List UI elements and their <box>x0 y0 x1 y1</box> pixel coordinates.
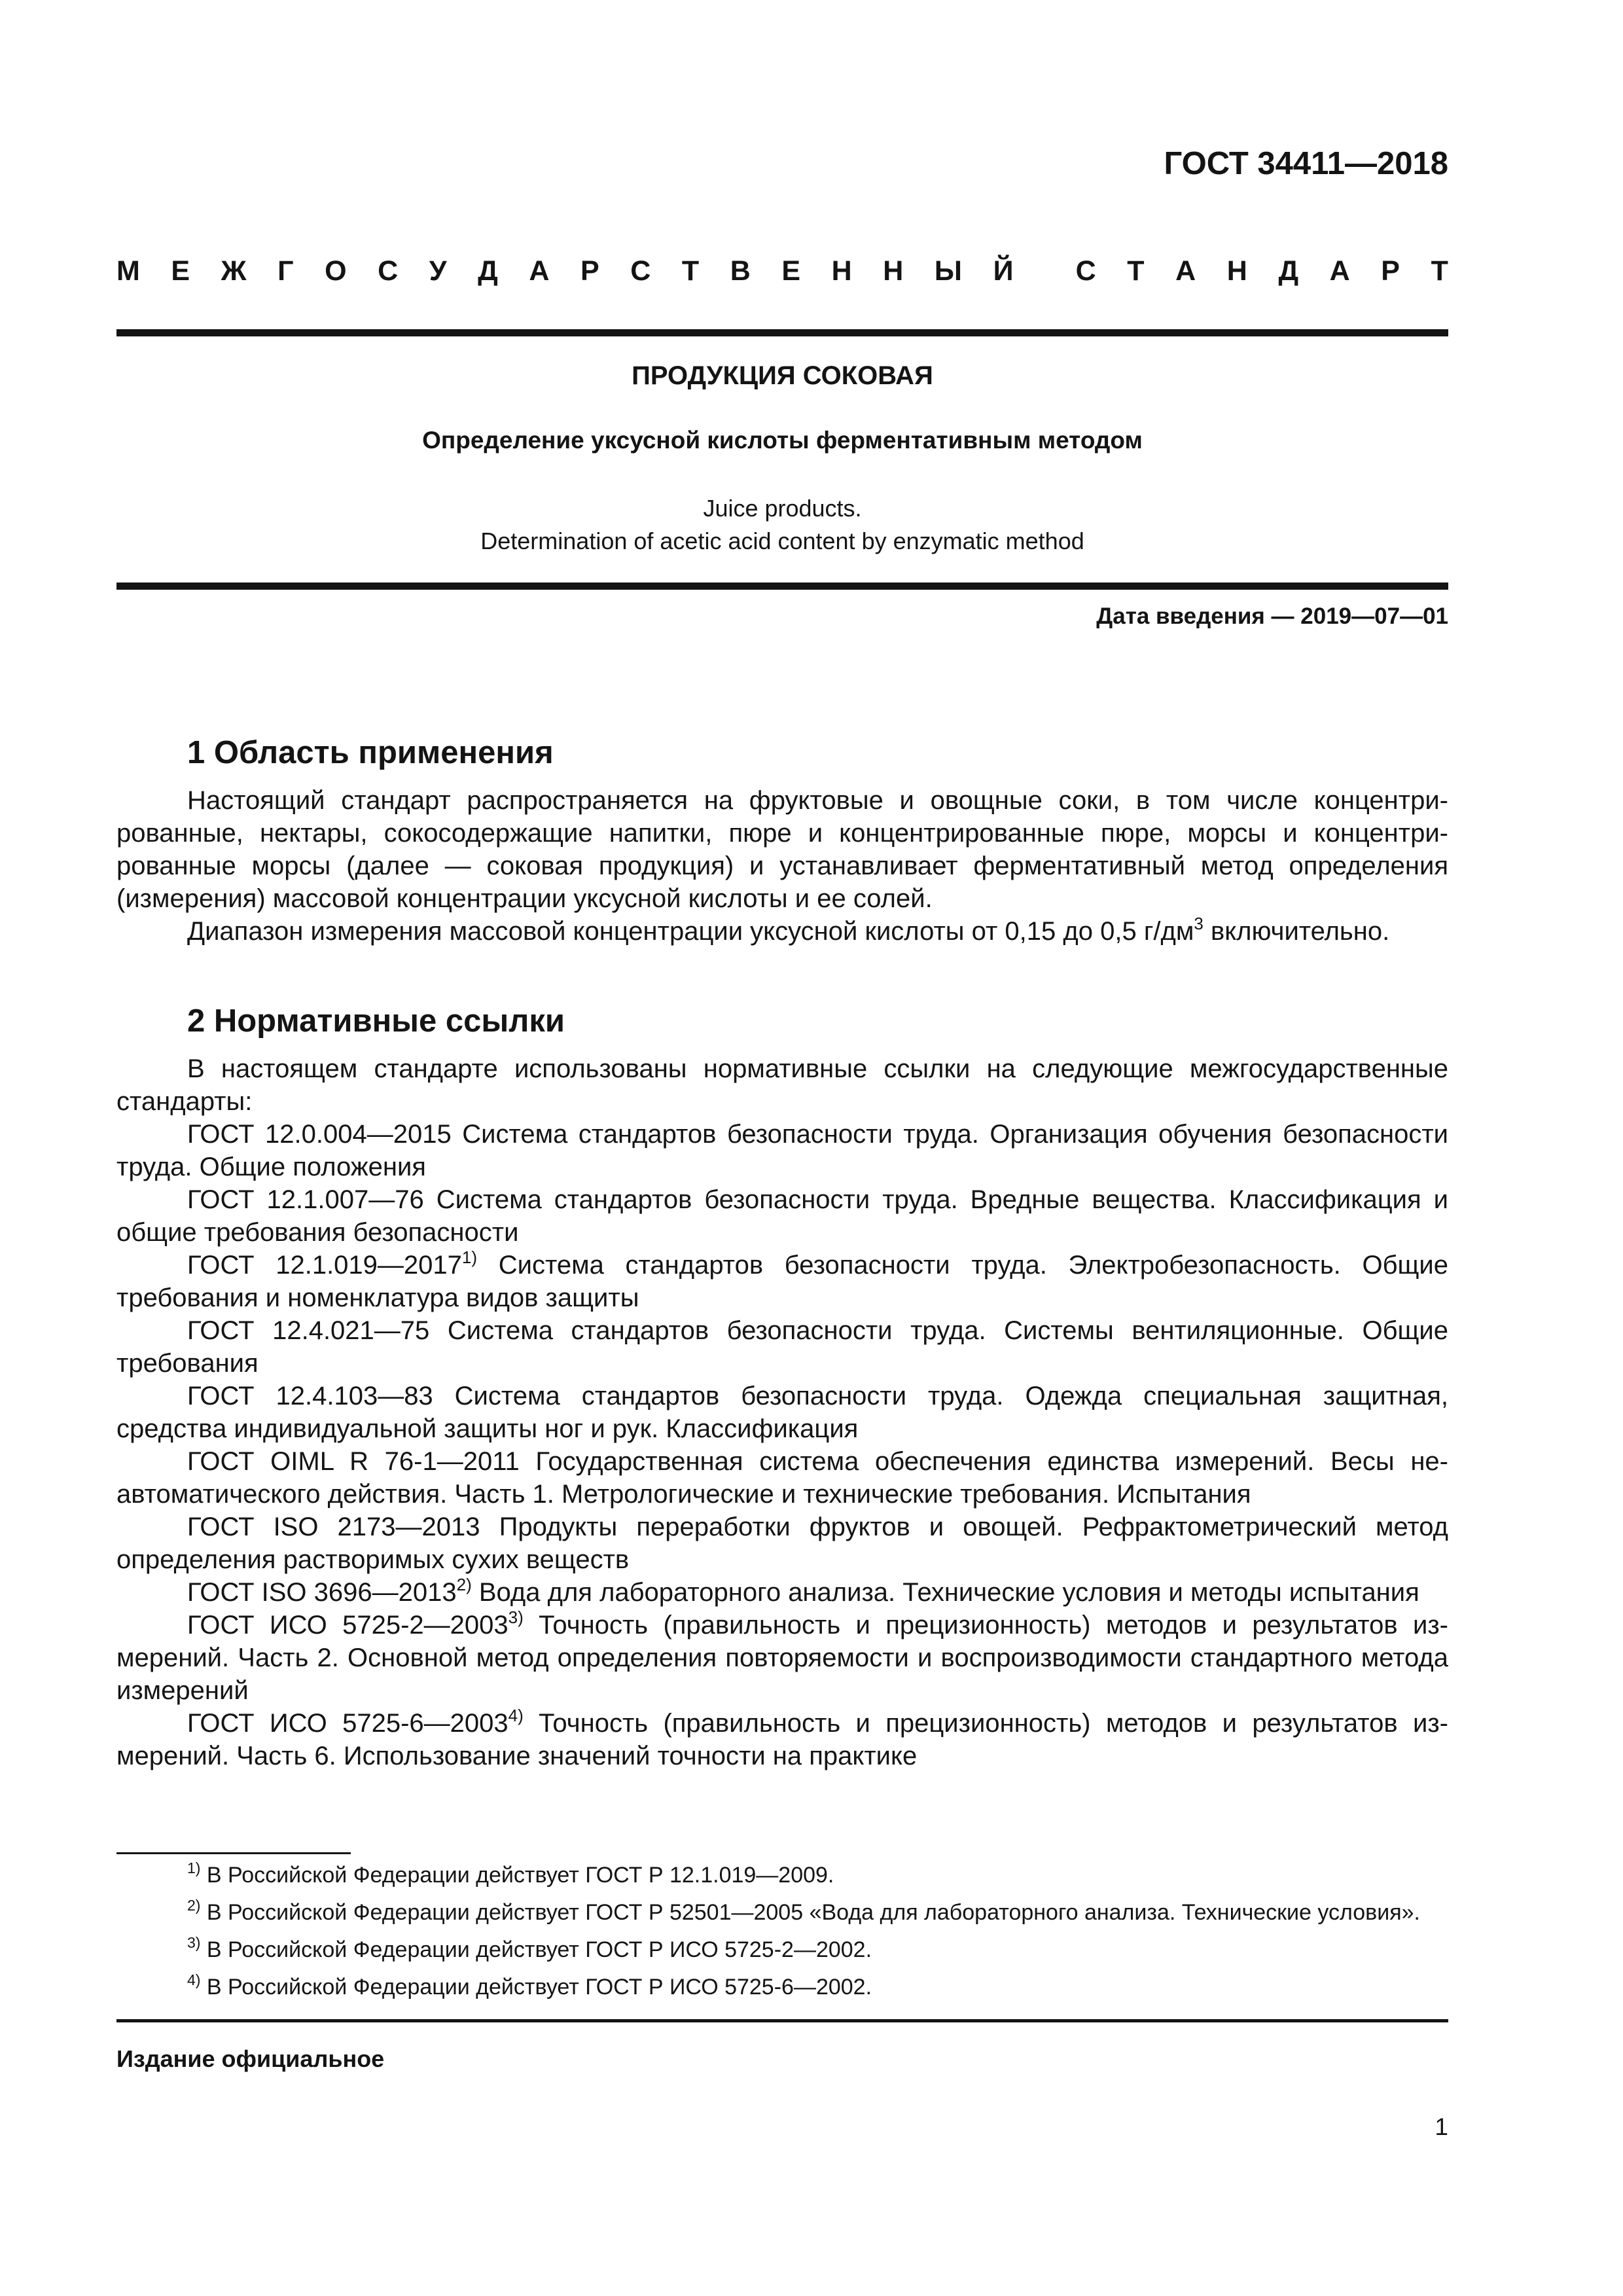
reference-code: ГОСТ ИСО 5725-2—2003 <box>187 1611 508 1640</box>
interstate-letter: У <box>429 255 447 287</box>
reference-item <box>116 1445 1448 1511</box>
interstate-letter: Й <box>993 255 1014 287</box>
reference-item <box>116 1380 1448 1445</box>
section-1-heading: 1 Область применения <box>187 735 554 770</box>
interstate-letter: А <box>1175 255 1196 287</box>
section-2-heading: 2 Нормативные ссылки <box>187 1003 565 1039</box>
section-1-paragraph-1: Настоящий стандарт распространяется на фруктовые и овощные соки, в том числе концентрированные, нектары, сокосодержащие напитки, пюре и концентрированные пюре, морсы и концентрированные морсы (далее — соковая продукция) и устанавливает ферментативный метод определения (измерения) массовой концентрации уксусной кислоты и ее солей. <box>116 786 1448 913</box>
interstate-letter: Т <box>1127 255 1145 287</box>
interstate-letter: Д <box>1278 255 1299 287</box>
header-rule-bottom <box>116 583 1448 590</box>
reference-title: Система стандартов безопасности труда. Организация обучения безопасности труда. Общие положения <box>116 1120 1448 1181</box>
interstate-letter: С <box>1075 255 1096 287</box>
standard-title: ПРОДУКЦИЯ СОКОВАЯ <box>632 361 933 390</box>
reference-item <box>116 1118 1448 1183</box>
footnote-separator <box>116 1852 351 1854</box>
footnote-text: В Российской Федерации действует ГОСТ Р ИСО 5725-2—2002. <box>200 1937 872 1962</box>
reference-code: ГОСТ 12.0.004—2015 <box>187 1120 452 1149</box>
footnotes <box>116 1860 1448 2009</box>
interstate-letter: Ж <box>221 255 247 287</box>
document-page <box>116 0 1448 2296</box>
reference-code: ГОСТ ISO 3696—2013 <box>187 1578 457 1607</box>
reference-code: ГОСТ 12.1.007—76 <box>187 1185 424 1214</box>
reference-code: ГОСТ ИСО 5725-6—2003 <box>187 1709 508 1738</box>
interstate-letter: Т <box>681 255 700 287</box>
reference-title: Система стандартов безопасности труда. Вредные вещества. Классификация и общие требования безопасности <box>116 1185 1448 1247</box>
edition-label: Издание официальное <box>116 2045 385 2072</box>
footnote-mark: 1) <box>461 1247 478 1267</box>
reference-title: Система стандартов безопасности труда. Одежда специальная защитная, средства индивидуальной защиты ног и рук. Классификация <box>116 1382 1449 1443</box>
interstate-letter: А <box>529 255 550 287</box>
footnote-item <box>116 1972 1448 2003</box>
reference-title: Точность (правильность и прецизионность) методов и результатов измерений. Часть 6. Использование значений точности на практике <box>116 1709 1448 1770</box>
section-2-intro: В настоящем стандарте использованы нормативные ссылки на следующие межгосударственные стандарты: <box>116 1054 1448 1116</box>
reference-title: Система стандартов безопасности труда. Системы вентиляционные. Общие требования <box>116 1316 1449 1378</box>
interstate-letter: О <box>325 255 347 287</box>
interstate-letter: Е <box>781 255 801 287</box>
reference-title: Точность (правильность и прецизионность) методов и результатов измерений. Часть 2. Основной метод определения повторяемости и воспроизводимости стандартного метода измерений <box>116 1611 1448 1705</box>
page-number: 1 <box>1435 2113 1448 2140</box>
footnote-text: В Российской Федерации действует ГОСТ Р 12.1.019—2009. <box>200 1863 834 1888</box>
footnote-text: В Российской Федерации действует ГОСТ Р 52501—2005 «Вода для лабораторного анализа. Технические условия». <box>200 1900 1420 1925</box>
reference-item <box>116 1249 1448 1314</box>
section-scope <box>116 733 1448 948</box>
interstate-letter: Н <box>883 255 904 287</box>
document-number: ГОСТ 34411—2018 <box>1164 146 1448 181</box>
reference-code: ГОСТ OIML R 76-1—2011 <box>187 1447 520 1476</box>
reference-title: Продукты переработки фруктов и овощей. Рефрактометрический метод определения растворимых сухих веществ <box>116 1513 1449 1574</box>
introduction-date: Дата введения — 2019—07—01 <box>1096 603 1448 629</box>
reference-item <box>116 1183 1448 1249</box>
interstate-letter: В <box>730 255 751 287</box>
interstate-letter: С <box>378 255 399 287</box>
interstate-letter: М <box>116 255 140 287</box>
english-title-line1: Juice products. <box>703 495 862 522</box>
interstate-letter: А <box>1329 255 1350 287</box>
reference-title: Система стандартов безопасности труда. Электробезопасность. Общие требования и номенклатура видов защиты <box>116 1251 1449 1312</box>
footnote-text: В Российской Федерации действует ГОСТ Р ИСО 5725-6—2002. <box>200 1975 872 2000</box>
footnote-item <box>116 1897 1448 1928</box>
section-normative-references <box>116 1001 1448 1772</box>
interstate-letter: Р <box>1381 255 1400 287</box>
unit-superscript: 3 <box>1194 914 1204 933</box>
standard-subtitle: Определение уксусной кислоты ферментативным методом <box>422 427 1143 454</box>
footnote-mark: 3) <box>508 1607 524 1627</box>
interstate-letter: Г <box>277 255 294 287</box>
footnote-mark: 3) <box>187 1934 201 1951</box>
interstate-letter: Е <box>171 255 190 287</box>
reference-code: ГОСТ 12.1.019—2017 <box>187 1251 462 1280</box>
footnote-mark: 4) <box>508 1706 524 1725</box>
interstate-standard-heading <box>116 255 1448 287</box>
reference-item <box>116 1511 1448 1576</box>
reference-item <box>116 1609 1448 1707</box>
footnote-item <box>116 1860 1448 1891</box>
interstate-letter: Ы <box>934 255 963 287</box>
interstate-letter: Т <box>1431 255 1448 287</box>
reference-code: ГОСТ 12.4.103—83 <box>187 1382 433 1410</box>
reference-title: Государственная система обеспечения единства измерений. Весы неавтоматического действия. Часть 1. Метрологические и технические требования. Испытания <box>116 1447 1448 1509</box>
reference-item <box>116 1314 1448 1380</box>
reference-item <box>116 1707 1448 1772</box>
footnote-mark: 2) <box>456 1575 472 1594</box>
interstate-letter: Р <box>580 255 599 287</box>
reference-code: ГОСТ 12.4.021—75 <box>187 1316 430 1345</box>
english-title-line2: Determination of acetic acid content by enzymatic method <box>480 528 1084 554</box>
english-title <box>116 492 1448 558</box>
interstate-letter: Н <box>831 255 852 287</box>
reference-item <box>116 1576 1448 1609</box>
interstate-letter: Д <box>478 255 498 287</box>
interstate-letter: Н <box>1226 255 1247 287</box>
footnote-mark: 2) <box>187 1897 201 1914</box>
footer-rule <box>116 2019 1448 2022</box>
section-1-paragraph-2: Диапазон измерения массовой концентрации уксусной кислоты от 0,15 до 0,5 $г/дм^3$ включительно. <box>187 914 1390 946</box>
footnote-mark: 1) <box>187 1859 201 1876</box>
footnote-mark: 4) <box>187 1971 201 1988</box>
header-rule-top <box>116 329 1448 336</box>
interstate-letter: С <box>630 255 651 287</box>
reference-list <box>116 1118 1448 1772</box>
reference-title: Вода для лабораторного анализа. Технические условия и методы испытания <box>471 1578 1419 1607</box>
reference-code: ГОСТ ISO 2173—2013 <box>187 1513 480 1541</box>
footnote-item <box>116 1935 1448 1965</box>
